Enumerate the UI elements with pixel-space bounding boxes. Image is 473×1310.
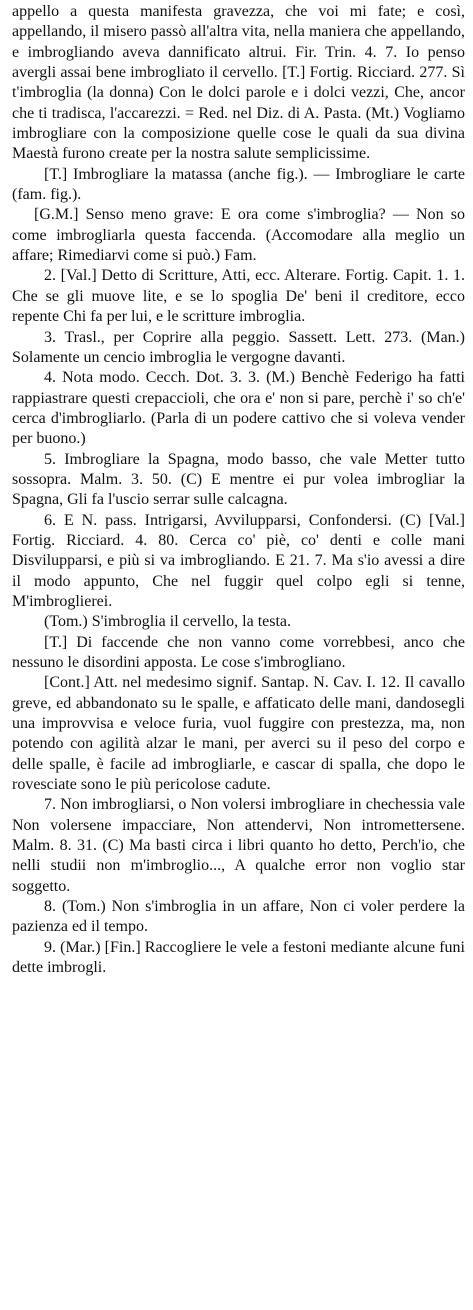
paragraph-sense-6: 6. E N. pass. Intrigarsi, Avvilupparsi, Confondersi. (C) [Val.] Fortig. Ricciard. 4. 80. Cerca co' piè, co' denti e colle mani Disvilupparsi, e più si va imbrogliando. E 21. 7. Ma s'io avessi a dire il modo appunto, Che nel fuggir quel colpo egli si tenne, M'imbroglierei.: [12, 511, 465, 610]
paragraph-matassa: [T.] Imbrogliare la matassa (anche fig.). — Imbrogliare le carte (fam. fig.).: [12, 165, 465, 204]
paragraph-senso-meno-grave: [G.M.] Senso meno grave: E ora come s'imbroglia? — Non so come imbrogliarla questa faccenda. (Accomodare alla meglio un affare; Rimediarvi come si può.) Fam.: [12, 206, 465, 265]
paragraph-sense-3: 3. Trasl., per Coprire alla peggio. Sassett. Lett. 273. (Man.) Solamente un cencio imbroglia le vergogne davanti.: [12, 328, 465, 366]
paragraph-sense-8: 8. (Tom.) Non s'imbroglia in un affare, Non ci voler perdere la pazienza ed il tempo.: [12, 898, 465, 936]
paragraph-continuation: appello a questa manifesta gravezza, che voi mi fate; e così, appellando, il misero passò all'altra vita, nella maniera che appellando, e imbrogliando aveva dannificato altrui. Fir. Trin. 4. 7. Io penso avergli assai bene imbrogliato il cervello. [T.] Fortig. Ricciard. 277. Sì t'imbroglia (la donna) Con le dolci parole e i dolci vezzi, Che, ancor che ti tradisca, l'accarezzi. = Red. nel Diz. di A. Pasta. (Mt.) Vogliamo imbrogliare con la composizione quelle cose le quali da sua divina Maestà furono create per la nostra salute semplicissime.: [12, 3, 465, 163]
paragraph-sense-7: 7. Non imbrogliarsi, o Non volersi imbrogliare in chechessia vale Non volersene impacciare, Non attendervi, Non intromettersene. Malm. 8. 31. (C) Ma basti circa i libri quanto ho detto, Perch'io, che nelli studii non m'imbroglio..., A qualche error non voglio star soggetto.: [12, 796, 465, 895]
paragraph-sense-5: 5. Imbrogliare la Spagna, modo basso, che vale Metter tutto sossopra. Malm. 3. 50. (C) E mentre ei pur volea imbrogliar la Spagna, Gli fa l'uscio serrar sulle calcagna.: [12, 450, 465, 509]
paragraph-sense-4: 4. Nota modo. Cecch. Dot. 3. 3. (M.) Benchè Federigo ha fatti rappiastrare questi crepaccioli, che ora e' non si pare, perchè i' so ch'e' cerca d'imbrogliarlo. (Parla di un podere cattivo che si voleva vender per buono.): [12, 369, 465, 448]
paragraph-sense-9: 9. (Mar.) [Fin.] Raccogliere le vele a festoni mediante alcune funi dette imbrogli.: [12, 938, 465, 977]
paragraph-sense-2: 2. [Val.] Detto di Scritture, Atti, ecc. Alterare. Fortig. Capit. 1. 1. Che se gli muove lite, e se lo spoglia De' beni il creditore, ecco repente Chi fa per lui, e le scritture imbroglia.: [12, 267, 465, 326]
paragraph-cont-santap: [Cont.] Att. nel medesimo signif. Santap. N. Cav. I. 12. Il cavallo greve, ed abbandonato su le spalle, e affaticato delle mani, dandosegli una improvvisa e veloce furia, vuol fuggire con prestezza, ma, non potendo con agilità alzar le mani, per averci su il peso del corpo e delle spalle, è facile ad imbrogliarle, e cascar di spalla, che dopo le rovesciate sono le più pericolose cadute.: [12, 674, 465, 794]
paragraph-faccende: [T.] Di faccende che non vanno come vorrebbesi, anco che nessuno le disordini apposta. Le cose s'imbrogliano.: [12, 633, 465, 671]
paragraph-cervello: (Tom.) S'imbroglia il cervello, la testa.: [44, 613, 292, 631]
